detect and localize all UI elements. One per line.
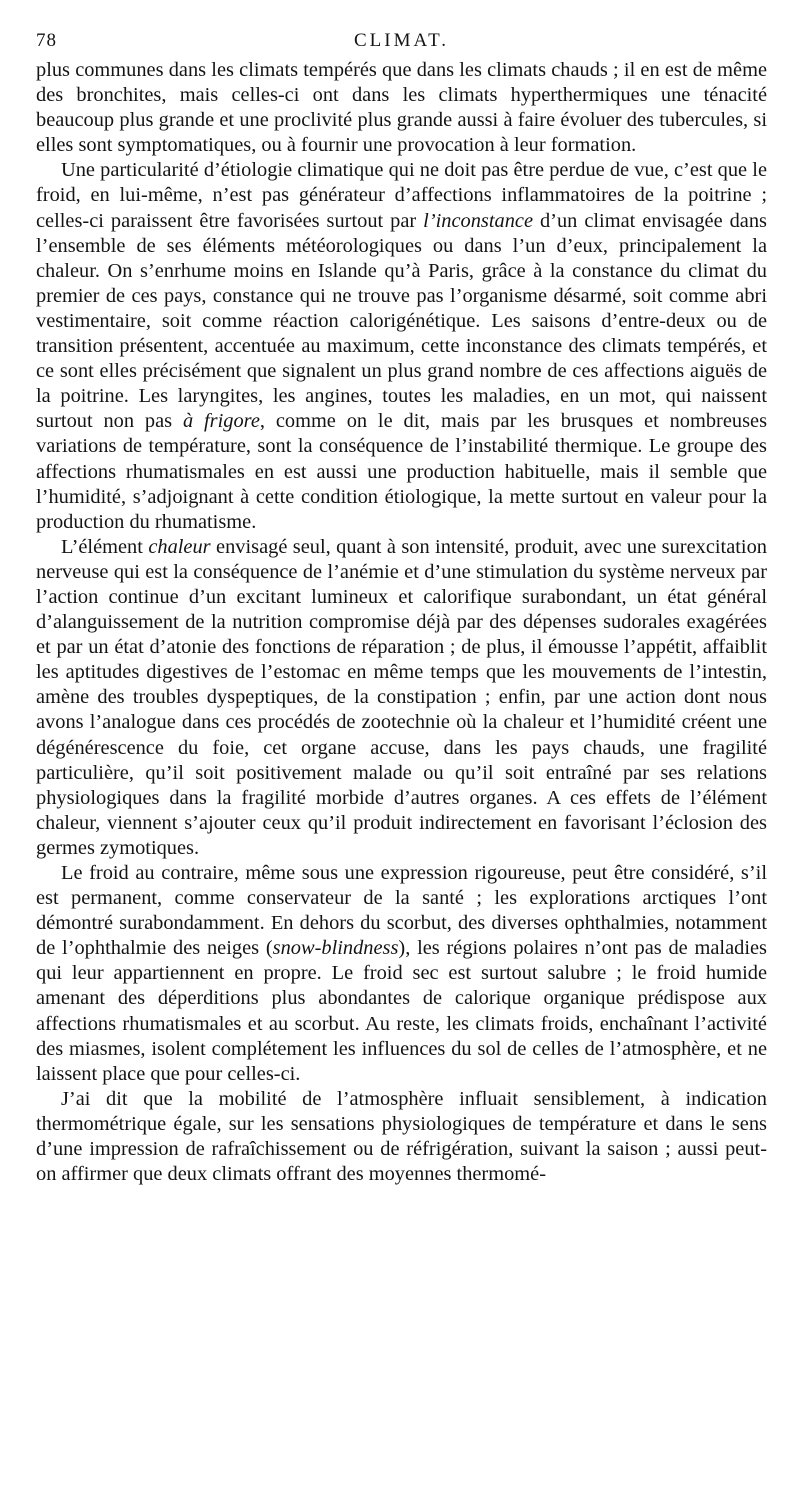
italic-term: chaleur (148, 535, 211, 558)
paragraph-text: envisagé seul, quant à son intensité, produit, avec une surexcitation nerveuse qui est la conséquence de l’anémie et d’une stimulation du système nerveux par l’action continue d’un excitant lumineux et calorifique surabondant, un état général d’alanguissement de la nutrition compromise déjà par des dépenses sudorales exagérées et par un état d’atonie des fonctions de réparation ; de plus, il émousse l’appétit, affaiblit les aptitudes digestives de l’estomac en même temps que les mouvements de l’intestin, amène des troubles dyspeptiques, de la constipation ; enfin, par une action dont nous avons l’analogue dans ces procédés de zootechnie où la chaleur et l’humidité créent une dégénérescence du foie, cet organe accuse, dans les pays chauds, une fragilité particulière, qu’il soit positivement malade ou qu’il soit entraîné par ses relations physiologiques dans la fragilité morbide d’autres organes. A ces effets de l’élément chaleur, viennent s’ajouter ceux qu’il produit indirectement en favorisant l’éclosion des germes zymotiques. (36, 535, 767, 859)
italic-term: l’inconstance (423, 209, 534, 232)
body-text (36, 58, 767, 1187)
paragraph-text: plus communes dans les climats tempérés que dans les climats chauds ; il en est de même des bronchites, mais celles-ci ont dans les climats hyperthermiques une ténacité beaucoup plus grande et une proclivité plus grande aussi à faire évoluer des tubercules, si elles sont symptomatiques, ou à fournir une provocation à leur formation. (36, 59, 767, 157)
italic-term: à frigore (182, 410, 260, 433)
paragraph-text: J’ai dit que la mobilité de l’atmosphère influait sensiblement, à indication thermométrique égale, sur les sensations physiologiques de température et dans le sens d’une impression de rafraîchissement ou de réfrigération, suivant la saison ; aussi peut-on affirmer que deux climats offrant des moyennes thermomé- (36, 1087, 767, 1186)
running-title: CLIMAT. (353, 30, 450, 51)
paragraph-text: , comme on le dit, mais par les brusques et nombreuses variations de température, sont la conséquence de l’instabilité thermique. Le groupe des affections rhumatismales en est aussi une production habituelle, mais il semble que l’humidité, s’adjoignant à cette condition étiologique, la mette surtout en valeur pour la production du rhumatisme. (36, 410, 767, 533)
paragraph-text: Le froid au contraire, même sous une expression rigoureuse, peut être considéré, s’il est permanent, comme conservateur de la santé ; les explorations arctiques l’ont démontré surabondamment. En dehors du scorbut, des diverses ophthalmies, notamment de l’ophthalmie des neiges ( (36, 862, 767, 960)
paragraph-text: Une particularité d’étiologie climatique qui ne doit pas être perdue de vue, c’est que le froid, en lui-même, n’est pas générateur d’affections inflammatoires de la poitrine ; celles-ci paraissent être favorisées surtout par (36, 159, 767, 232)
paragraph-text: L’élément (61, 535, 149, 558)
page-number: 78 (36, 30, 57, 51)
paragraph-text: d’un climat envisagée dans l’ensemble de ses éléments météorologiques ou dans l’un d’eux, principalement la chaleur. On s’enrhume moins en Islande qu’à Paris, grâce à la constance du climat du premier de ces pays, constance qui ne trouve pas l’organisme désarmé, soit comme abri vestimentaire, soit comme réaction calorigénétique. Les saisons d’entre-deux ou de transition présentent, accentuée au maximum, cette inconstance des climats tempérés, et ce sont elles précisément que signalent un plus grand nombre de ces affections aiguës de la poitrine. Les laryngites, les angines, toutes les maladies, en un mot, qui naissent surtout non pas (36, 209, 767, 433)
paragraph-1 (36, 58, 767, 158)
paragraph-4 (36, 861, 767, 1087)
paragraph-5 (36, 1087, 767, 1187)
italic-term: snow-blindness (272, 937, 399, 960)
book-page (36, 28, 767, 1187)
paragraph-3 (36, 535, 767, 861)
paragraph-text: ), les régions polaires n’ont pas de maladies qui leur appartiennent en propre. Le froid sec est surtout salubre ; le froid humide amenant des déperditions plus abondantes de calorique organique prédispose aux affections rhumatismales et au scorbut. Au reste, les climats froids, enchaînant l’activité des miasmes, isolent complétement les influences du sol de celles de l’atmosphère, et ne laissent place que pour celles-ci. (36, 937, 767, 1085)
page-header (36, 28, 767, 58)
paragraph-2 (36, 158, 767, 534)
